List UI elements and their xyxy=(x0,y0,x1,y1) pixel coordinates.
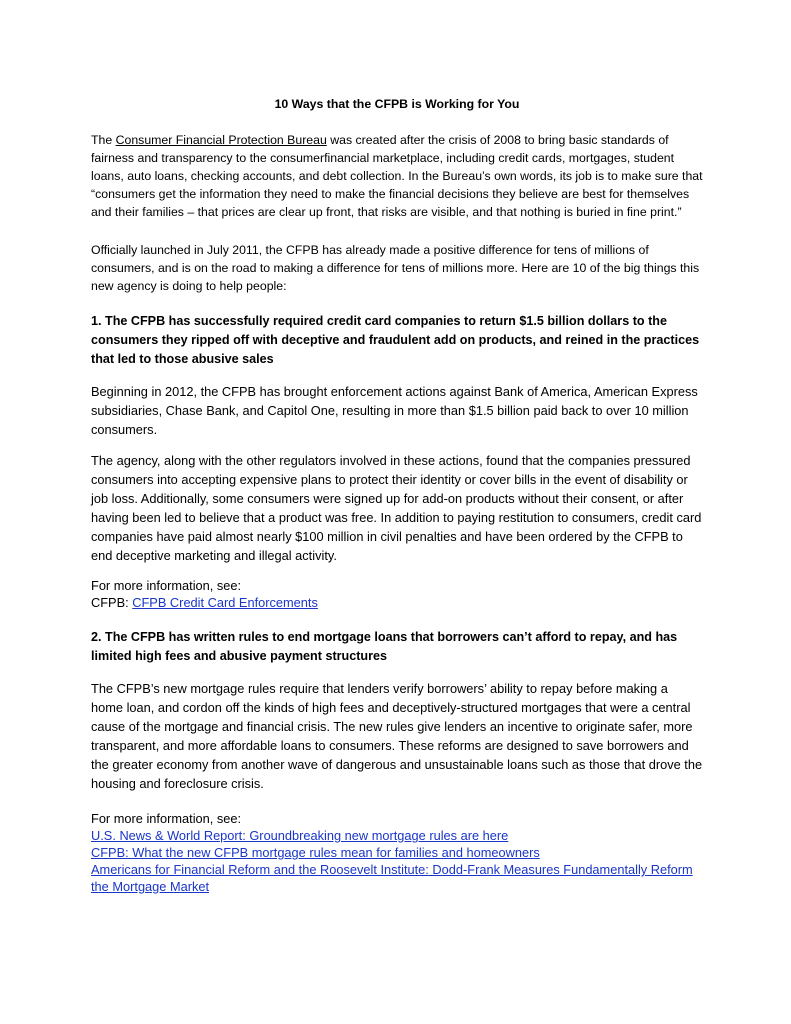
afr-roosevelt-link[interactable]: Americans for Financial Reform and the Roosevelt Institute: Dodd-Frank Measures Fundamentally Reform the Mortgage Market xyxy=(91,862,693,894)
section-1-heading: 1. The CFPB has successfully required credit card companies to return $1.5 billion dollars to the consumers they ripped off with deceptive and fraudulent add on products, and reined in the practices that led to those abusive sales xyxy=(91,314,700,366)
section-1-paragraph-2: The agency, along with the other regulators involved in these actions, found that the companies pressured consumers into accepting expensive plans to protect their identity or cover bills in the event of disability or job loss. Additionally, some consumers were signed up for add-on products without their consent, or after having been led to believe that a product was free. In addition to paying restitution to consumers, credit card companies have paid almost nearly $100 million in civil penalties and have been ordered by the CFPB to end deceptive marketing and illegal activity. xyxy=(91,453,702,563)
section-2-heading: 2. The CFPB has written rules to end mortgage loans that borrowers can’t afford to repay, and has limited high fees and abusive payment structures xyxy=(91,630,678,663)
more-info-label: For more information, see: xyxy=(91,811,242,826)
cfpb-link[interactable]: Consumer Financial Protection Bureau xyxy=(115,133,327,147)
section-1-more-info xyxy=(91,577,703,611)
section-2-more-info xyxy=(91,810,703,895)
intro-paragraph-1 xyxy=(91,131,703,221)
cfpb-mortgage-rules-link[interactable]: CFPB: What the new CFPB mortgage rules mean for families and homeowners xyxy=(91,845,540,860)
link-prefix: CFPB: xyxy=(91,595,133,610)
intro-text-after: was created after the crisis of 2008 to bring basic standards of fairness and transparency to the consumerfinancial marketplace, including credit cards, mortgages, student loans, auto loans, checking accounts, and debt collection. In the Bureau’s own words, its job is to make sure that “consumers get the information they need to make the financial decisions they believe are best for themselves and their families – that prices are clear up front, that risks are visible, and that nothing is buried in fine print.” xyxy=(91,133,703,219)
section-1-paragraph-1: Beginning in 2012, the CFPB has brought enforcement actions against Bank of America, American Express subsidiaries, Chase Bank, and Capitol One, resulting in more than $1.5 billion paid back to over 10 million consumers. xyxy=(91,384,698,437)
credit-card-enforcements-link[interactable]: CFPB Credit Card Enforcements xyxy=(132,595,318,610)
section-2-paragraph-1: The CFPB’s new mortgage rules require that lenders verify borrowers’ ability to repay before making a home loan, and cordon off the kinds of high fees and deceptively-structured mortgages that were a central cause of the mortgage and financial crisis. The new rules give lenders an incentive to originate safer, more transparent, and more affordable loans to consumers. These reforms are designed to save borrowers and the greater economy from another wave of dangerous and unsustainable loans such as those that drove the housing and foreclosure crisis. xyxy=(91,681,703,791)
document-title: 10 Ways that the CFPB is Working for You xyxy=(274,97,520,111)
more-info-label: For more information, see: xyxy=(91,578,242,593)
more-info-link-line xyxy=(91,861,703,895)
intro-paragraph-2: Officially launched in July 2011, the CFPB has already made a positive difference for tens of millions of consumers, and is on the road to making a difference for tens of millions more. Here are 10 of the big things this new agency is doing to help people: xyxy=(91,243,700,293)
more-info-link-line xyxy=(91,827,703,844)
more-info-link-line xyxy=(91,594,703,611)
more-info-link-line xyxy=(91,844,703,861)
document-page xyxy=(91,95,703,895)
intro-text-before: The xyxy=(91,133,116,147)
us-news-mortgage-link[interactable]: U.S. News & World Report: Groundbreaking new mortgage rules are here xyxy=(91,828,509,843)
